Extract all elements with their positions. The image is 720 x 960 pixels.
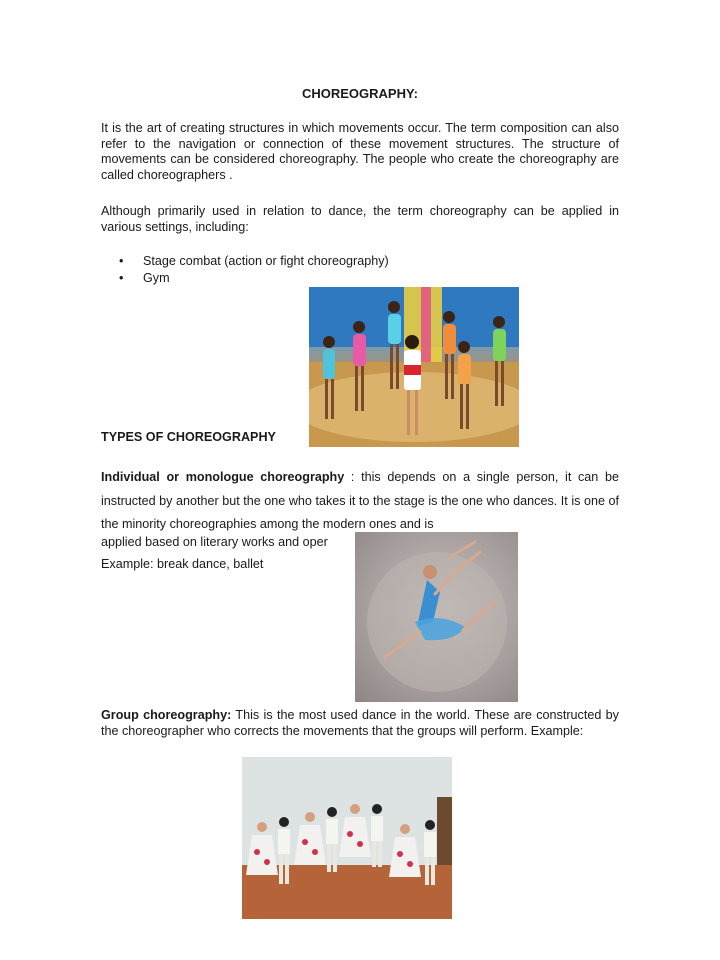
intro-paragraph: It is the art of creating structures in which movements occur. The term composition can also refer to the navigation or connection of these movement structures. The structure of movements can be considered choreography. The people who create the choreography are called choreographers . xyxy=(101,121,619,182)
ballet-dancer-photo xyxy=(355,532,518,702)
group-text: This is the most used dance in the world. These are constructed by the choreographer who corrects the movements that the groups will perform. Example: xyxy=(101,708,619,738)
individual-term: Individual or monologue choreography xyxy=(101,470,345,484)
list-item: • Stage combat (action or fight choreography) xyxy=(101,253,389,270)
individual-text: : this depends on a single person, it can be instructed by another but the one who takes it to the stage is the one who dances. It is one of the minority choreographies among the modern ones and is xyxy=(101,470,619,531)
individual-paragraph xyxy=(101,466,619,537)
list-item: • Gym xyxy=(101,270,389,287)
stage-dancers-photo xyxy=(309,287,519,447)
group-paragraph xyxy=(101,708,619,739)
individual-last-line: applied based on literary works and oper xyxy=(101,535,328,549)
page-title: CHOREOGRAPHY: xyxy=(301,86,419,101)
settings-list xyxy=(101,253,389,287)
types-heading: TYPES OF CHOREOGRAPHY xyxy=(101,430,276,444)
group-dancers-photo xyxy=(242,757,452,919)
settings-paragraph: Although primarily used in relation to dance, the term choreography can be applied in various settings, including: xyxy=(101,204,619,234)
group-term: Group choreography: xyxy=(101,708,232,722)
individual-example: Example: break dance, ballet xyxy=(101,557,264,571)
